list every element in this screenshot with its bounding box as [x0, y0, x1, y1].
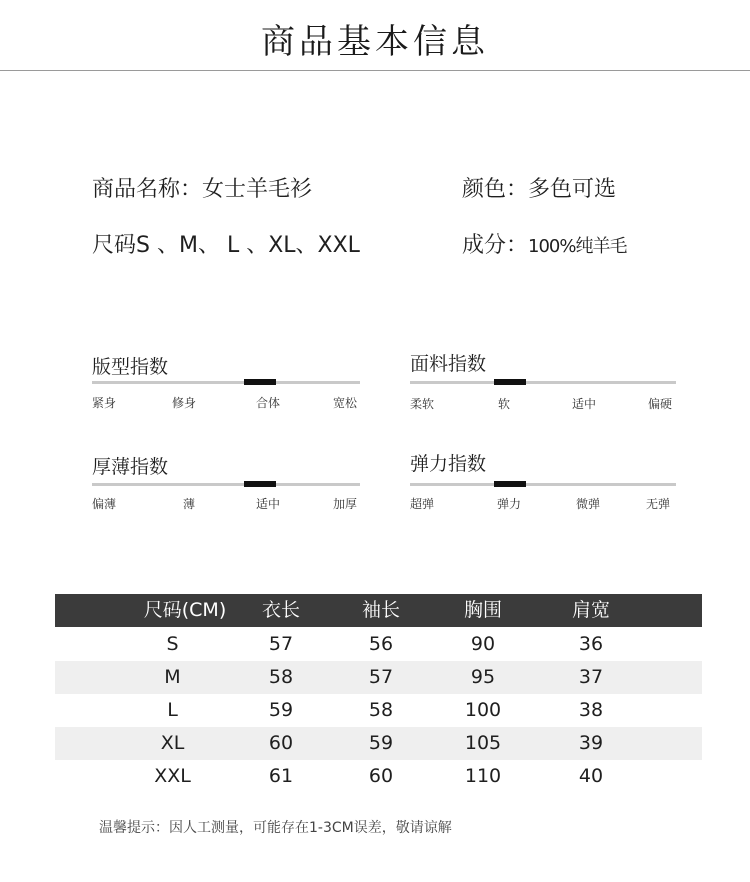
table-cell: 58: [368, 699, 394, 721]
product-name-line: [92, 172, 312, 203]
table-cell: 60: [268, 732, 294, 754]
column-header: 袖长: [361, 599, 400, 621]
index-track: [92, 483, 360, 486]
table-cell: 38: [578, 699, 604, 721]
index-label: 超弹: [410, 497, 435, 511]
index-label: 无弹: [646, 497, 671, 511]
product-name-value: 女士羊毛衫: [202, 177, 313, 202]
size-value: S 、M、 L 、XL、XXL: [136, 233, 360, 258]
index-label: 适中: [572, 397, 597, 411]
table-cell: 59: [368, 732, 394, 754]
index-label: 柔软: [410, 397, 435, 411]
table-cell: 60: [368, 765, 394, 787]
index-label: 宽松: [333, 396, 358, 410]
size-label: 尺码: [92, 233, 137, 258]
column-header: 胸围: [463, 599, 502, 621]
index-track: [92, 381, 360, 384]
table-cell: 40: [578, 765, 604, 787]
table-cell: XL: [160, 732, 185, 754]
index-label: 软: [498, 397, 511, 411]
column-header: 衣长: [261, 599, 300, 621]
size-line: [92, 228, 360, 259]
index-label: 适中: [256, 497, 281, 511]
table-cell: 57: [268, 633, 294, 655]
table-row: [55, 760, 702, 793]
table-cell: 95: [470, 666, 496, 688]
index-label: 紧身: [92, 396, 117, 410]
table-cell: 39: [578, 732, 604, 754]
index-track: [410, 381, 676, 384]
index-title: 弹力指数: [410, 453, 487, 475]
table-cell: 100: [464, 699, 502, 721]
index-title: 面料指数: [410, 353, 487, 375]
index-label: 偏薄: [92, 497, 117, 511]
index-label: 加厚: [333, 497, 358, 511]
table-row: [55, 661, 702, 694]
index-title: 厚薄指数: [92, 456, 169, 478]
index-label: 合体: [256, 396, 281, 410]
index-marker: [244, 379, 276, 385]
product-name-label: 商品名称：: [92, 177, 203, 202]
index-marker: [244, 481, 276, 487]
material-label: 成分：: [462, 233, 529, 258]
index-label: 修身: [172, 396, 197, 410]
table-cell: XXL: [154, 765, 191, 787]
table-cell: 36: [578, 633, 604, 655]
index-label: 微弹: [576, 497, 601, 511]
table-cell: 56: [368, 633, 394, 655]
index-track: [410, 483, 676, 486]
column-header: 尺码(CM): [143, 599, 227, 621]
index-label: 薄: [183, 497, 196, 511]
index-label: 偏硬: [648, 397, 673, 411]
table-cell: 61: [268, 765, 294, 787]
color-line: [462, 172, 616, 203]
table-cell: 59: [268, 699, 294, 721]
index-marker: [494, 379, 526, 385]
table-row: [55, 694, 702, 727]
index-title: 版型指数: [92, 356, 169, 378]
color-value: 多色可选: [528, 177, 617, 202]
index-marker: [494, 481, 526, 487]
table-cell: S: [166, 633, 179, 655]
column-header: 肩宽: [571, 599, 610, 621]
measurement-note: 温馨提示：因人工测量，可能存在1-3CM误差，敬请谅解: [99, 820, 452, 836]
table-cell: 37: [578, 666, 604, 688]
table-cell: 105: [464, 732, 502, 754]
title-divider: [0, 70, 750, 71]
color-label: 颜色：: [462, 177, 529, 202]
table-cell: M: [164, 666, 181, 688]
table-cell: 110: [464, 765, 502, 787]
table-header: [55, 594, 702, 627]
index-label: 弹力: [497, 497, 522, 511]
table-cell: L: [167, 699, 178, 721]
page-title: 商品基本信息: [261, 22, 489, 62]
material-value: 100%纯羊毛: [528, 236, 627, 257]
table-row: [55, 628, 702, 661]
table-row: [55, 727, 702, 760]
material-line: [462, 228, 626, 259]
table-cell: 58: [268, 666, 294, 688]
table-cell: 57: [368, 666, 394, 688]
table-cell: 90: [470, 633, 496, 655]
